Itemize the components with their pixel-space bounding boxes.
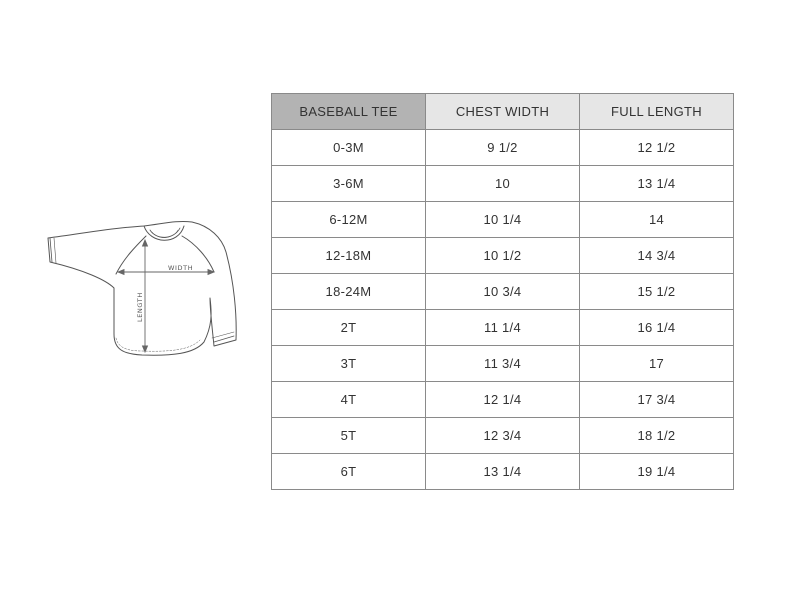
table-row	[272, 166, 734, 202]
chest-width-cell: 10 1/2	[426, 238, 580, 274]
chest-width-cell: 9 1/2	[426, 130, 580, 166]
table-row	[272, 202, 734, 238]
table-row	[272, 238, 734, 274]
table-row	[272, 454, 734, 490]
full-length-cell: 14	[580, 202, 734, 238]
size-cell: 3-6M	[272, 166, 426, 202]
chest-width-cell: 10 3/4	[426, 274, 580, 310]
chest-width-cell: 12 3/4	[426, 418, 580, 454]
chest-width-cell: 13 1/4	[426, 454, 580, 490]
size-cell: 18-24M	[272, 274, 426, 310]
full-length-cell: 14 3/4	[580, 238, 734, 274]
size-cell: 0-3M	[272, 130, 426, 166]
size-cell: 6-12M	[272, 202, 426, 238]
full-length-cell: 18 1/2	[580, 418, 734, 454]
header-chest-width: CHEST WIDTH	[426, 94, 580, 130]
full-length-cell: 12 1/2	[580, 130, 734, 166]
full-length-cell: 15 1/2	[580, 274, 734, 310]
size-cell: 2T	[272, 310, 426, 346]
table-row	[272, 274, 734, 310]
size-cell: 4T	[272, 382, 426, 418]
size-cell: 12-18M	[272, 238, 426, 274]
full-length-cell: 17 3/4	[580, 382, 734, 418]
full-length-cell: 17	[580, 346, 734, 382]
full-length-cell: 19 1/4	[580, 454, 734, 490]
width-label: WIDTH	[168, 264, 194, 272]
chest-width-cell: 11 3/4	[426, 346, 580, 382]
table-row	[272, 130, 734, 166]
table-row	[272, 382, 734, 418]
full-length-cell: 16 1/4	[580, 310, 734, 346]
table-header-row	[272, 94, 734, 130]
chest-width-cell: 12 1/4	[426, 382, 580, 418]
table-row	[272, 310, 734, 346]
table-row	[272, 346, 734, 382]
length-label: LENGTH	[136, 292, 144, 322]
size-cell: 6T	[272, 454, 426, 490]
full-length-cell: 13 1/4	[580, 166, 734, 202]
table-row	[272, 418, 734, 454]
size-chart-table	[271, 93, 734, 490]
header-full-length: FULL LENGTH	[580, 94, 734, 130]
header-baseball-tee: BASEBALL TEE	[272, 94, 426, 130]
chest-width-cell: 10 1/4	[426, 202, 580, 238]
size-cell: 3T	[272, 346, 426, 382]
baseball-tee-illustration	[44, 214, 244, 364]
chest-width-cell: 10	[426, 166, 580, 202]
size-cell: 5T	[272, 418, 426, 454]
chest-width-cell: 11 1/4	[426, 310, 580, 346]
